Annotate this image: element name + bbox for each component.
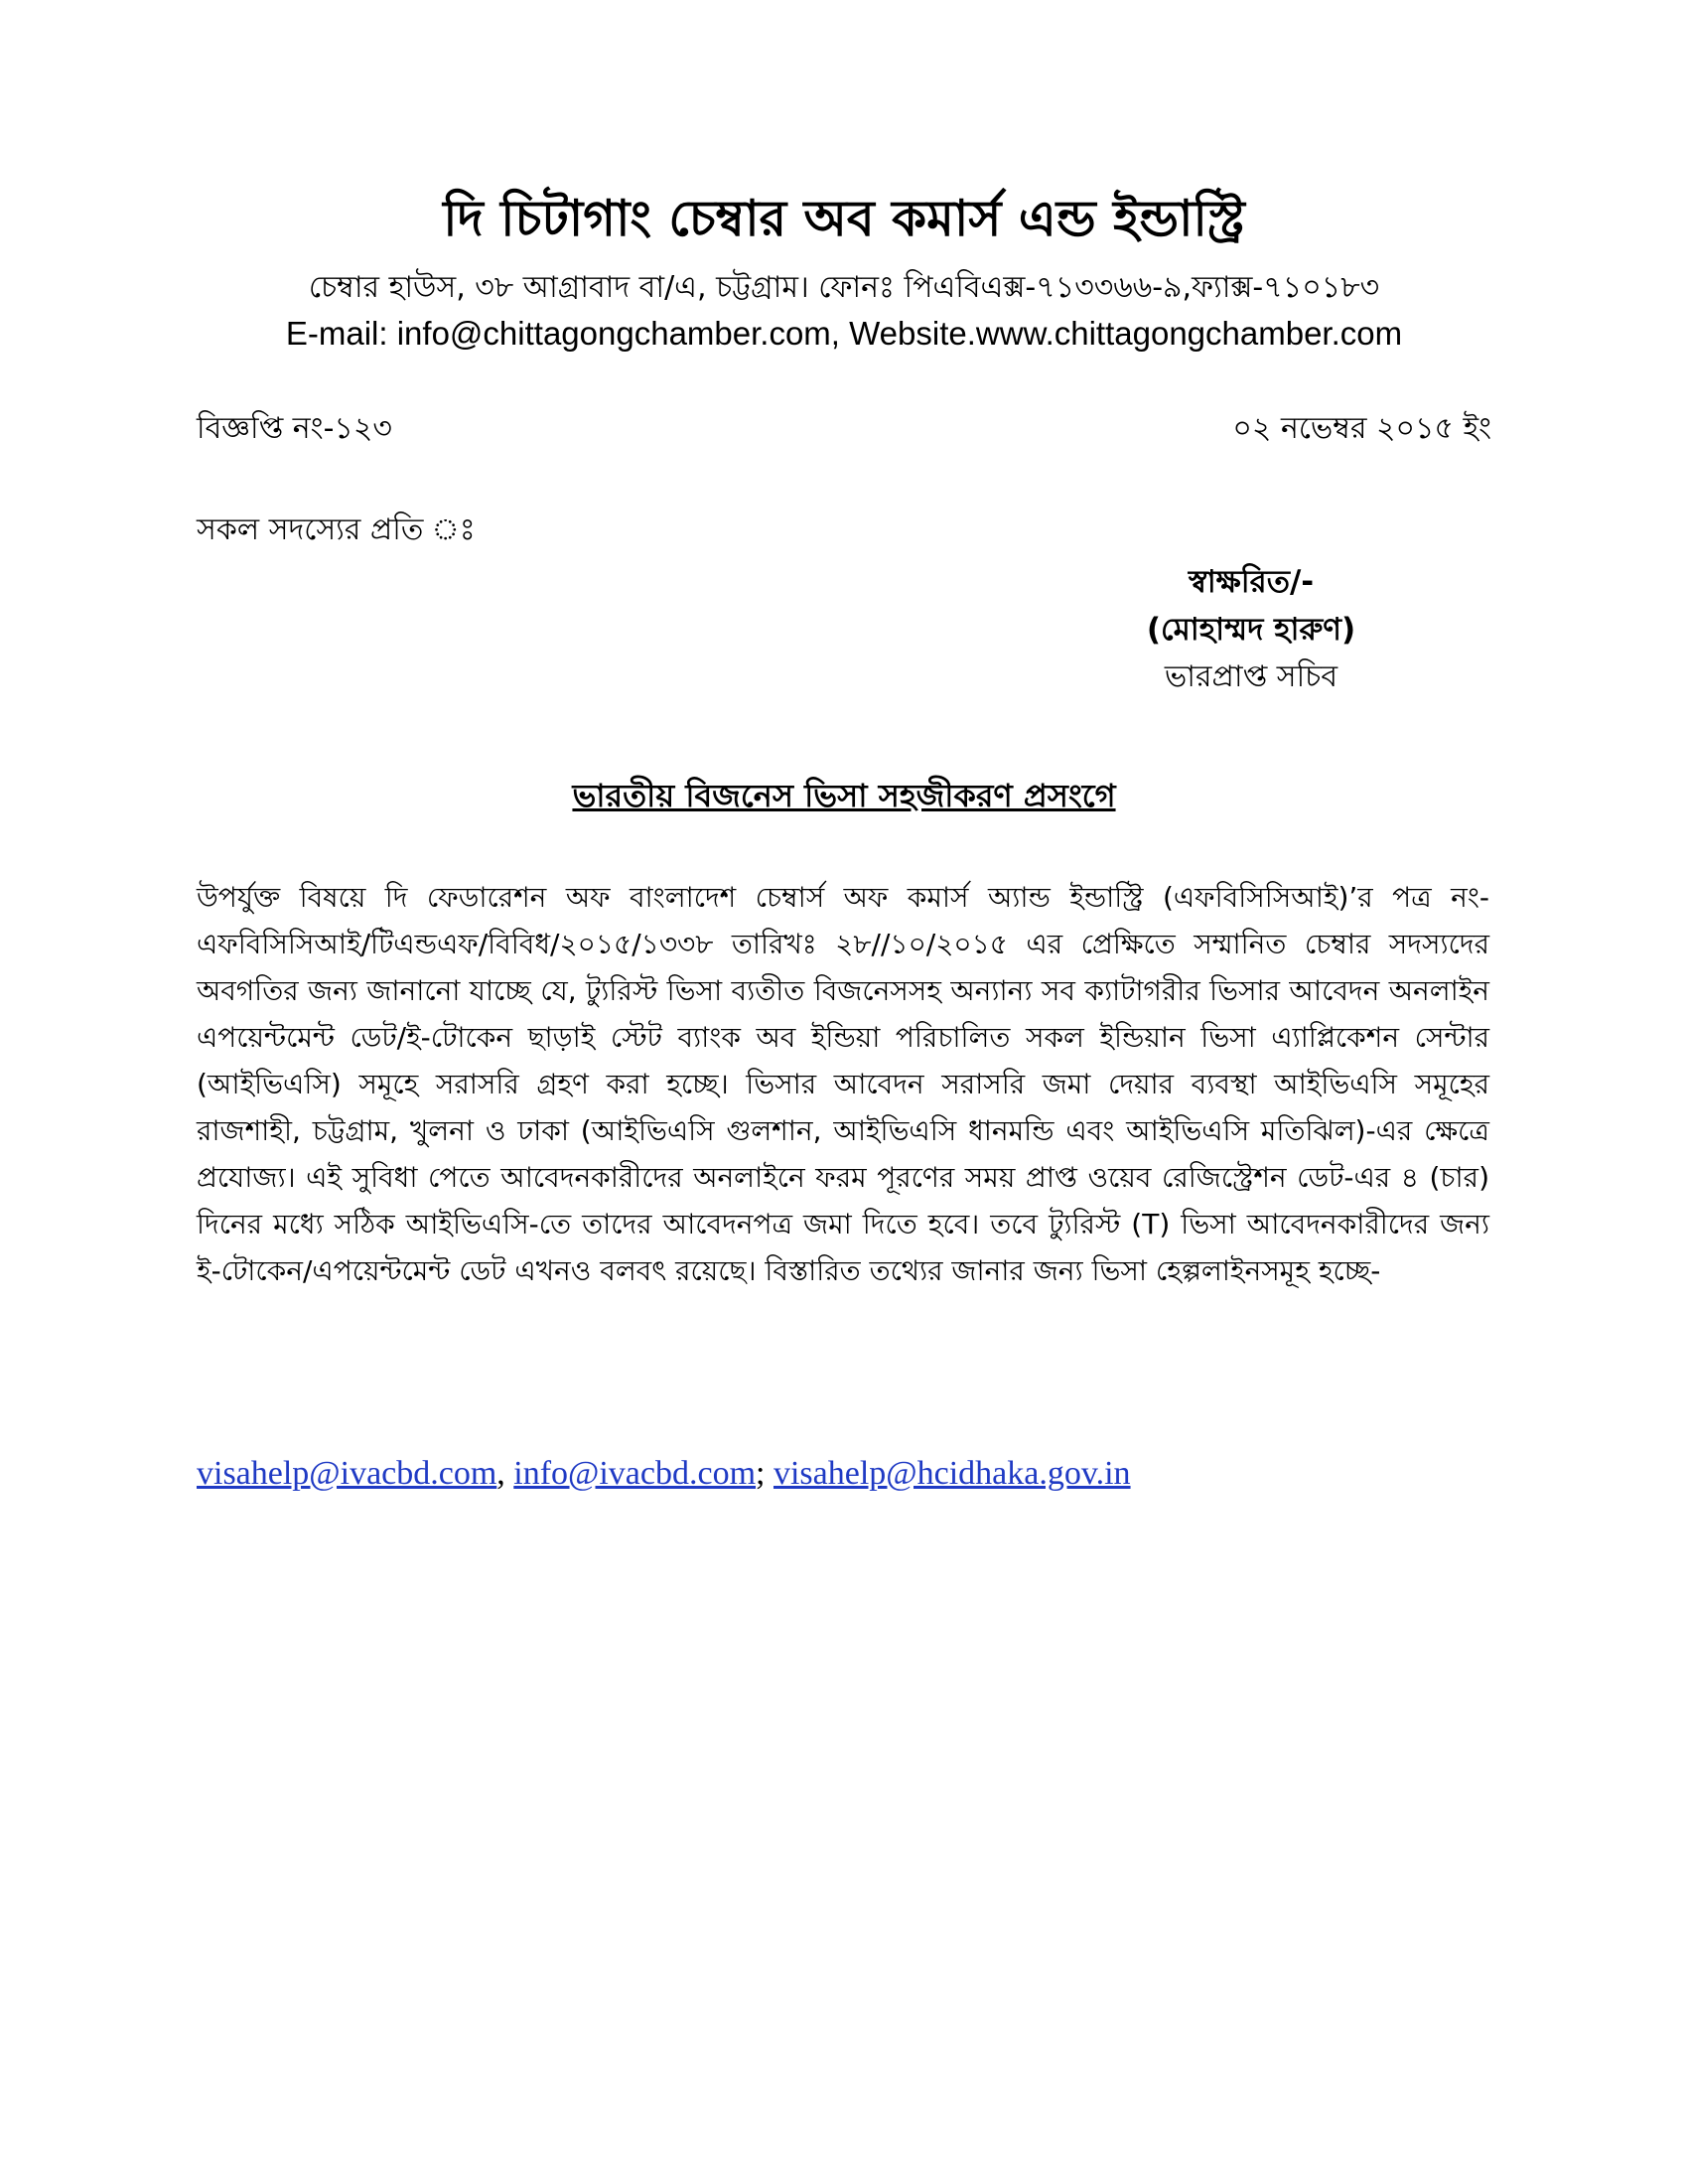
link-separator: , [496,1455,514,1492]
body-paragraph: উপর্যুক্ত বিষয়ে দি ফেডারেশন অফ বাংলাদেশ চেম্বার্স অফ কমার্স অ্যান্ড ইন্ডাস্ট্রি (এফবিসিসিআই)’র পত্র নং-এফবিসিসিআই/টিএন্ডএফ/বিবিধ/২০১৫/১৩৩৮ তারিখঃ ২৮//১০/২০১৫ এর প্রেক্ষিতে সম্মানিত চেম্বার সদস্যদের অবগতির জন্য জানানো যাচ্ছে যে, ট্যুরিস্ট ভিসা ব্যতীত বিজনেসসহ অন্যান্য সব ক্যাটাগরীর ভিসার আবেদন অনলাইন এপয়েন্টমেন্ট ডেট/ই-টোকেন ছাড়াই স্টেট ব্যাংক অব ইন্ডিয়া পরিচালিত সকল ইন্ডিয়ান ভিসা এ্যাপ্লিকেশন সেন্টার (আইভিএসি) সমূহে সরাসরি গ্রহণ করা হচ্ছে। ভিসার আবেদন সরাসরি জমা দেয়ার ব্যবস্থা আইভিএসি সমূহের রাজশাহী, চট্টগ্রাম, খুলনা ও ঢাকা (আইভিএসি গুলশান, আইভিএসি ধানমন্ডি এবং আইভিএসি মতিঝিল)-এর ক্ষেত্রে প্রযোজ্য। এই সুবিধা পেতে আবেদনকারীদের অনলাইনে ফরম পূরণের সময় প্রাপ্ত ওয়েব রেজিস্ট্রেশন ডেট-এর ৪ (চার) দিনের মধ্যে সঠিক আইভিএসি-তে তাদের আবেদনপত্র জমা দিতে হবে। তবে ট্যুরিস্ট (T) ভিসা আবেদনকারীদের জন্য ই-টোকেন/এপয়েন্টমেন্ট ডেট এখনও বলবৎ রয়েছে। বিস্তারিত তথ্যের জানার জন্য ভিসা হেল্পলাইনসমূহ হচ্ছে- [197,881,1489,1287]
address-line: চেম্বার হাউস, ৩৮ আগ্রাবাদ বা/এ, চট্টগ্রাম। ফোনঃ পিএবিএক্স-৭১৩৩৬৬-৯,ফ্যাক্স-৭১০১৮৩ [308,270,1380,305]
email-link-visahelp-ivac[interactable]: visahelp@ivacbd.com [197,1455,497,1492]
signature-signed: স্বাক্ষরিত/- [1188,564,1315,600]
notice-number: বিজ্ঞপ্তি নং-১২৩ [197,411,392,446]
email-link-visahelp-hci[interactable]: visahelp@hcidhaka.gov.in [773,1455,1131,1492]
signatory-name: (মোহাম্মদ হারুণ) [1146,612,1356,648]
helpline-links [197,1450,1489,1497]
contact-line: E-mail: info@chittagongchamber.com, Website.www.chittagongchamber.com [285,315,1403,352]
salutation: সকল সদস্যের প্রতি ঃ [197,512,476,547]
organization-name: দি চিটাগাং চেম্বার অব কমার্স এন্ড ইন্ডাস্ট্রি [443,190,1245,247]
email-link-info-ivac[interactable]: info@ivacbd.com [513,1455,757,1492]
subject-text: ভারতীয় বিজনেস ভিসা সহজীকরণ প্রসংগে [572,777,1116,814]
notice-date: ০২ নভেম্বর ২০১৫ ইং [1232,411,1491,446]
signatory-title: ভারপ্রাপ্ত সচিব [1164,659,1338,694]
subject-heading [0,771,1688,820]
link-separator: ; [756,1455,774,1492]
signature-block [1102,558,1400,701]
